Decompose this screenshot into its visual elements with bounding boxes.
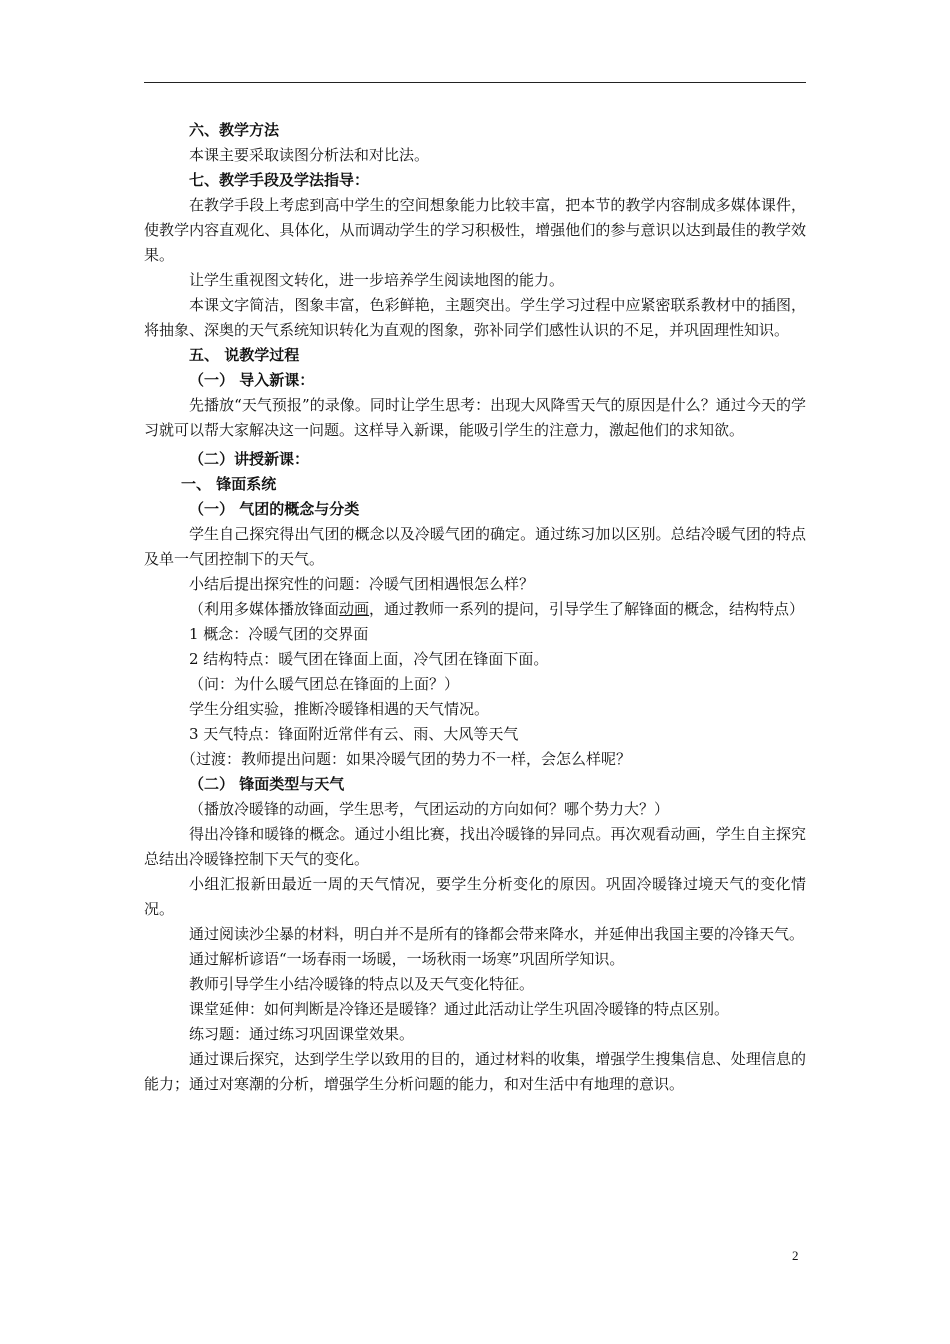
paragraph: 让学生重视图文转化，进一步培养学生阅读地图的能力。 xyxy=(189,271,565,289)
section-heading-methods: 六、教学方法 xyxy=(189,121,280,139)
animation-link[interactable]: 动画 xyxy=(339,600,370,618)
paragraph: 小结后提出探究性的问题：冷暖气团相遇恨怎么样？ xyxy=(189,575,535,593)
paragraph: 课堂延伸：如何判断是冷锋还是暖锋？通过此活动让学生巩固冷暖锋的特点区别。 xyxy=(189,1000,730,1018)
page-number: 2 xyxy=(792,1248,799,1263)
paragraph: 通过阅读沙尘暴的材料，明白并不是所有的锋都会带来降水，并延伸出我国主要的冷锋天气。 xyxy=(189,925,805,943)
paragraph: 小组汇报新田最近一周的天气情况，要学生分析变化的原因。巩固冷暖锋过境天气的变化情况。 xyxy=(144,875,806,918)
list-item: 1 概念：冷暖气团的交界面 xyxy=(189,625,369,643)
paragraph: 学生自己探究得出气团的概念以及冷暖气团的确定。通过练习加以区别。总结冷暖气团的特点及单一气团控制下的天气。 xyxy=(144,525,806,568)
paragraph: 本课文字简洁，图象丰富，色彩鲜艳，主题突出。学生学习过程中应紧密联系教材中的插图，将抽象、深奥的天气系统知识转化为直观的图象，弥补同学们感性认识的不足，并巩固理性知识。 xyxy=(144,296,806,339)
paragraph-transition: （过渡：教师提出问题：如果冷暖气团的势力不一样，会怎么样呢？ xyxy=(181,750,632,768)
list-item: 2 结构特点：暖气团在锋面上面，冷气团在锋面下面。 xyxy=(189,650,549,668)
paragraph: 得出冷锋和暖锋的概念。通过小组比赛，找出冷暖锋的异同点。再次观看动画，学生自主探究总结出冷暖锋控制下天气的变化。 xyxy=(144,825,806,868)
paragraph: 练习题：通过练习巩固课堂效果。 xyxy=(189,1025,415,1043)
paragraph: （播放冷暖锋的动画，学生思考，气团运动的方向如何？哪个势力大？） xyxy=(189,800,670,818)
paragraph: 在教学手段上考虑到高中学生的空间想象能力比较丰富，把本节的教学内容制成多媒体课件，使教学内容直观化、具体化，从而调动学生的学习积极性，增强他们的参与意识以达到最佳的教学效果。 xyxy=(144,196,806,264)
section-heading-process: 五、 说教学过程 xyxy=(189,346,300,364)
subheading-front-system: 一、 锋面系统 xyxy=(181,475,277,493)
media-text-pre: （利用多媒体播放锋面 xyxy=(189,600,340,618)
paragraph: 本课主要采取读图分析法和对比法。 xyxy=(189,146,430,164)
subheading-teach: （二）讲授新课： xyxy=(189,450,310,468)
paragraph: 学生分组实验，推断冷暖锋相遇的天气情况。 xyxy=(189,700,490,718)
paragraph: 通过解析谚语“一场春雨一场暖，一场秋雨一场寒”巩固所学知识。 xyxy=(189,950,625,968)
page-content xyxy=(144,118,806,1097)
paragraph: （问：为什么暖气团总在锋面的上面？） xyxy=(189,675,460,693)
section-heading-means: 七、教学手段及学法指导： xyxy=(189,171,370,189)
header-rule xyxy=(144,82,806,83)
media-text-post: ，通过教师一系列的提问，引导学生了解锋面的概念，结构特点） xyxy=(369,600,805,618)
subheading-intro: （一） 导入新课： xyxy=(189,371,315,389)
paragraph: 通过课后探究，达到学生学以致用的目的，通过材料的收集，增强学生搜集信息、处理信息的能力；通过对寒潮的分析，增强学生分析问题的能力，和对生活中有地理的意识。 xyxy=(144,1050,806,1093)
list-item: 3 天气特点：锋面附近常伴有云、雨、大风等天气 xyxy=(189,725,519,743)
subheading-front-types: （二） 锋面类型与天气 xyxy=(189,775,345,793)
paragraph-media xyxy=(144,597,806,622)
paragraph: 教师引导学生小结冷暖锋的特点以及天气变化特征。 xyxy=(189,975,535,993)
subheading-air-mass: （一） 气团的概念与分类 xyxy=(189,500,360,518)
paragraph: 先播放“天气预报”的录像。同时让学生思考：出现大风降雪天气的原因是什么？通过今天的学习就可以帮大家解决这一问题。这样导入新课，能吸引学生的注意力，激起他们的求知欲。 xyxy=(144,396,806,439)
